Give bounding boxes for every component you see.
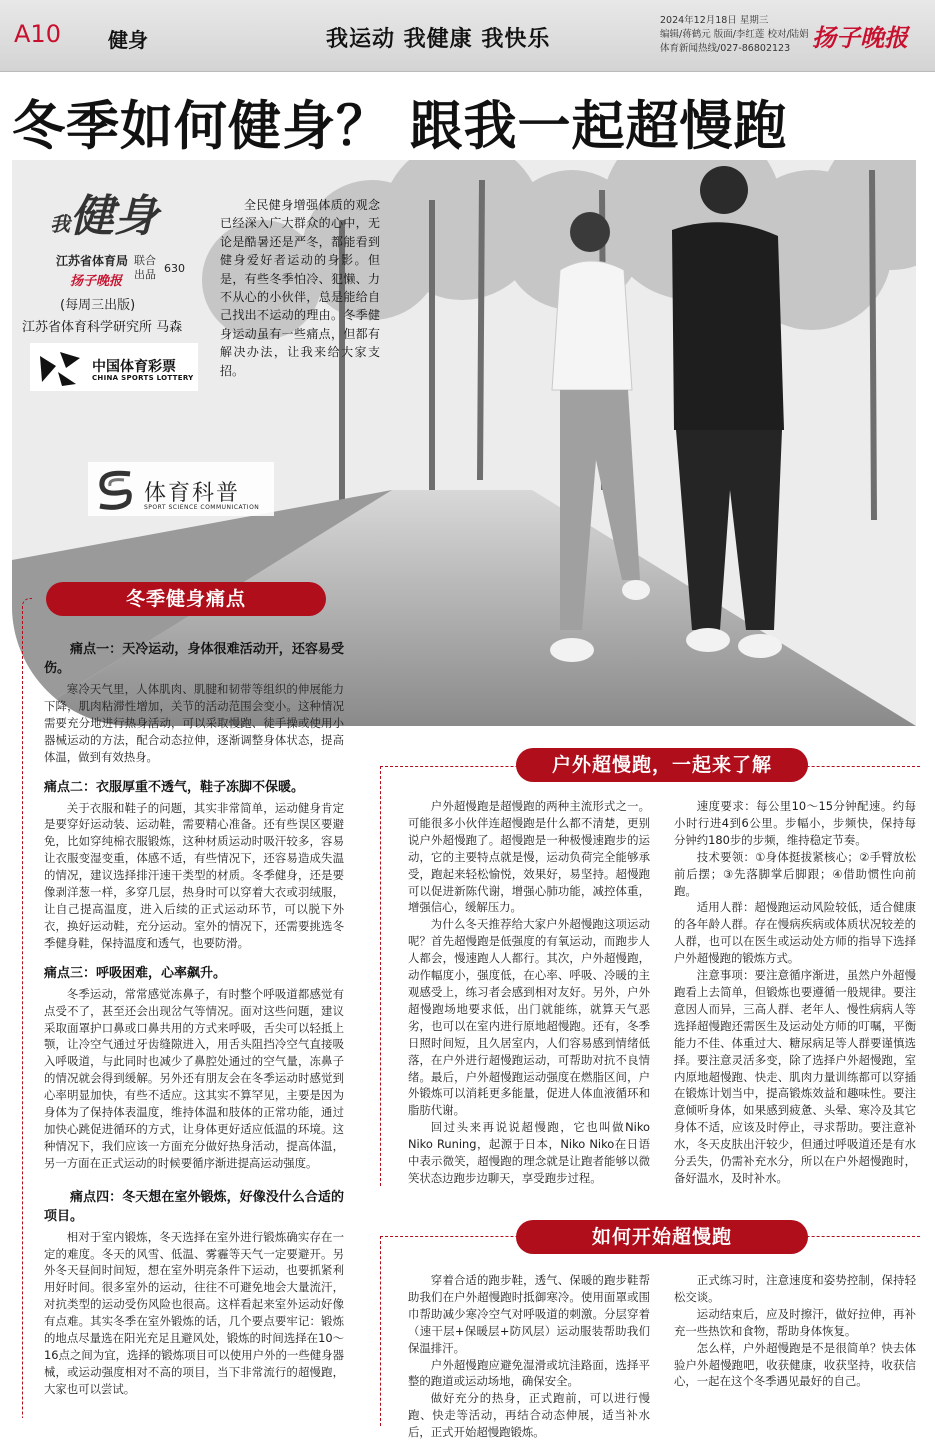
precautions-text: 注意事项：要注意循序渐进，虽然户外超慢跑看上去简单，但锻炼也要遵循一般规律。要注意因人而异，三高人群、老年人、慢性病病人等选择超慢跑还需医生及运动处方师的叮嘱，平衡能力不佳、体重过大、糖尿病足等人群要谨慎选择。要注意灵活多变，除了选择户外超慢跑，室内原地超慢跑、快走、肌肉力量训练都可以穿插在锻炼计划当中，提高锻炼效益和趣味性。要注意倾听身体，如果感到疲惫、头晕、寒冷及其它身体不适，应该及时停止，寻求帮助。要注意补水，冬天皮肤出汗较少，但通过呼吸道还是有水分丢失，仍需补充水分，所以在户外超慢跑时，备好温水，及时补水。 — [674, 968, 916, 1185]
publish-frequency: (每周三出版) — [60, 298, 136, 313]
newspaper-masthead: 扬子晚报 — [812, 23, 908, 52]
intro-superslow-text: 户外超慢跑是超慢跑的两种主流形式之一。可能很多小伙伴连超慢跑是什么都不清楚，更别说户外超慢跑了。超慢跑是一种极慢速跑步的运动，它的主要特点就是慢，运动负荷完全能够承受，跑起来轻松愉悦，效果好，易坚持。超慢跑可以促进新陈代谢，增强心肺功能，减控体重，增强信心，缓解压力。 — [408, 799, 650, 915]
issue-number: 630 — [164, 262, 185, 275]
joint-production-label: 联合出品 — [134, 254, 156, 281]
speed-requirement-text: 速度要求：每公里10～15分钟配速。约每小时行进4到6公里。步幅小，步频快，保持每分钟约180步的步频，维持稳定节奏。 — [674, 799, 916, 847]
author-byline: 江苏省体育科学研究所 马森 — [22, 320, 183, 335]
practice-tips-text: 正式练习时，注意速度和姿势控制，保持轻松交谈。 — [674, 1273, 916, 1304]
intro-paragraph: 全民健身增强体质的观念已经深入广大群众的心中，无论是酷暑还是严冬，都能看到健身爱好者运动的身影。但是，有些冬季怕冷、犯懒、力不从心的小伙伴，总是能给自己找出不运动的理由。冬季健身运动虽有一些痛点，但都有解决办法，让我来给大家支招。 — [220, 198, 380, 378]
pain-point-4-text: 相对于室内锻炼，冬天选择在室外进行锻炼确实存在一定的难度。冬天的风雪、低温、雾霾等天气一定要避开。另外冬天昼间时间短，想在室外明亮条件下运动，也要抓紧利用好时间。很多室外的运动，往往不可避免地会大量流汗，对抗类型的运动受伤风险也很高。这样看起来室外运动好像有点难。其实冬季在室外锻炼的话，几个要点要牢记：锻炼的地点尽量选在阳光充足且避风处，锻炼的时间选择在10～16点之间为宜，选择的锻炼项目可以使用户外的一些健身器械，或运动强度相对不高的项目，当下非常流行的超慢跑，大家也可以尝试。 — [44, 1229, 344, 1396]
column-logo — [50, 180, 158, 244]
gear-tips-text: 穿着合适的跑步鞋，透气、保暖的跑步鞋帮助我们在户外超慢跑时抵御寒冷。使用面罩或围巾帮助减少寒冷空气对呼吸道的刺激。分层穿着（速干层+保暖层+防风层）运动服装帮助我们保温排汗。 — [408, 1273, 650, 1355]
section3-frame — [380, 1236, 390, 1426]
section-name: 健身 — [108, 28, 148, 52]
pain-point-3-heading: 痛点三：呼吸困难，心率飙升。 — [44, 965, 227, 981]
section3-title: 如何开始超慢跑 — [516, 1220, 808, 1254]
lottery-star-icon — [36, 348, 82, 388]
header-meta — [660, 14, 810, 56]
sport-science-en: SPORT SCIENCE COMMUNICATION — [144, 504, 260, 511]
warmup-tips-text: 做好充分的热身，正式跑前，可以进行慢跑、快走等活动，再结合动态伸展，适当补水后，正式开始超慢跑锻炼。 — [408, 1391, 650, 1440]
pain-point-1-text: 寒冷天气里，人体肌肉、肌腱和韧带等组织的伸展能力下降，肌肉粘滞性增加，关节的活动范围会变小。这种情况需要充分地进行热身活动，可以采取慢跑、徒手操或使用小器械运动的方法，配合动态拉伸，逐渐调整身体状态，提高体温，做到有效热身。 — [44, 682, 344, 764]
pain-point-3-text: 冬季运动，常常感觉冻鼻子，有时整个呼吸道都感觉有点受不了，甚至还会出现岔气等情况。面对这些问题，建议采取面罩护口鼻或口鼻共用的方式来呼吸，舌尖可以轻抵上颚，让冷空气通过牙齿缝隙进入，用舌头阻挡冷空气直接吸入呼吸道，与此同时也减少了鼻腔处通过的空气量，冻鼻子的情况就会得到缓解。另外还有朋友会在冬季运动时感觉到心率明显加快，有些不适应。这其实不算罕见，主要是因为身体为了保持体表温度，维持体温和肢体的正常功能，通过加快心跳促进循环的方式，让身体更好适应低温的环境。这种情况下，我们应该一方面充分做好热身活动，提高体温，另一方面在正式运动的时候要循序渐进提高运动强度。 — [44, 986, 344, 1170]
section1-frame — [22, 598, 32, 1418]
section1-title: 冬季健身痛点 — [46, 582, 326, 616]
closing-text: 怎么样，户外超慢跑是不是很简单？快去体验户外超慢跑吧，收获健康，收获坚持，收获信心，一起在这个冬季遇见最好的自己。 — [674, 1340, 916, 1389]
section2-col1 — [408, 798, 650, 1187]
lottery-name-cn: 中国体育彩票 — [92, 359, 176, 375]
page-headline: 冬季如何健身？ 跟我一起超慢跑 — [12, 96, 788, 157]
column-logo-text: 健身 — [70, 191, 158, 242]
sport-science-swirl-icon — [94, 466, 136, 510]
partner-sports-bureau: 江苏省体育局 — [56, 254, 129, 268]
technique-text: 技术要领：①身体挺拔紧核心；②手臂放松前后摆；③先落脚掌后脚跟；④借助惯性向前跑。 — [674, 849, 916, 898]
section2-frame — [380, 766, 390, 1186]
column-logo-prefix: 我 — [50, 212, 70, 236]
cooldown-tips-text: 运动结束后，应及时擦汗，做好拉伸，再补充一些热饮和食物，帮助身体恢复。 — [674, 1306, 916, 1338]
pain-point-4-heading: 痛点四：冬天想在室外锻炼，好像没什么合适的项目。 — [44, 1189, 344, 1224]
section2-title: 户外超慢跑，一起来了解 — [516, 748, 808, 782]
why-winter-text: 为什么冬天推荐给大家户外超慢跑这项运动呢？首先超慢跑是低强度的有氧运动，而跑步人人都会，慢速跑人人都行。其次，户外超慢跑，动作幅度小，强度低，在心率、呼吸、冷暖的主观感受上，练习者会感到相对友好。另外，户外超慢跑场地要求低，出门就能练，就算天气恶劣，也可以在室内进行原地超慢跑。还有，冬季日照时间短，且久居室内，人们容易感到情绪低落，在户外进行超慢跑运动，可帮助对抗不良情绪。最后，户外超慢跑运动强度在燃脂区间，户外锻炼可以消耗更多能量，促进人体血液循环和脂肪代谢。 — [408, 917, 650, 1118]
niko-niko-text: 回过头来再说说超慢跑，它也叫做Niko Niko Runing，起源于日本，Niko Niko在日语中表示微笑，超慢跑的理念就是让跑者能够以微笑状态边跑步边聊天，享受跑步过程。 — [408, 1120, 650, 1185]
section2-col2 — [674, 798, 916, 1187]
header-slogan: 我运动 我健康 我快乐 — [326, 27, 551, 52]
route-tips-text: 户外超慢跑应避免湿滑或坑洼路面，选择平整的跑道或运动场地，确保安全。 — [408, 1357, 650, 1389]
section3-col2 — [674, 1272, 916, 1390]
pain-point-1-heading: 痛点一：天冷运动，身体很难活动开，还容易受伤。 — [44, 642, 344, 676]
hotline: 体育新闻热线/027-86802123 — [660, 43, 791, 54]
section3-col1 — [408, 1272, 650, 1441]
sport-science-cn: 体育科普 — [144, 481, 241, 506]
partner-newspaper: 扬子晚报 — [70, 274, 123, 289]
pain-point-2-heading: 痛点二：衣服厚重不透气，鞋子冻脚不保暖。 — [44, 779, 305, 795]
target-group-text: 适用人群：超慢跑运动风险较低，适合健康的各年龄人群。存在慢病疾病或体质状况较差的人群，也可以在医生或运动处方师的指导下选择户外超慢跑的锻炼方式。 — [674, 900, 916, 966]
editors-line: 编辑/蒋鹤元 版面/李红莲 校对/陆娟 — [660, 29, 809, 40]
page-number: A10 — [14, 20, 61, 48]
section1-body — [44, 640, 344, 1398]
issue-date: 2024年12月18日 星期三 — [660, 15, 769, 26]
pain-point-2-text: 关于衣服和鞋子的问题，其实非常简单，运动健身肯定是要穿好运动装、运动鞋，需要精心准备。还有些误区要避免，比如穿纯棉衣服锻炼，这种材质运动时吸汗较多，容易让衣服变湿变重，体感不适，有些情况下，还容易造成失温的情况，建议选择排汗速干类型的材质。冬季健身，还是要像剥洋葱一样，多穿几层，热身时可以穿着大衣或羽绒服，让自己提高温度，进入后续的正式运动环节，可以脱下外衣，换好运动鞋，充分运动。室外的情况下，还需要挑选冬季健身鞋，保持温度和透气，也要防滑。 — [44, 800, 344, 950]
lottery-name-en: CHINA SPORTS LOTTERY — [92, 374, 194, 382]
